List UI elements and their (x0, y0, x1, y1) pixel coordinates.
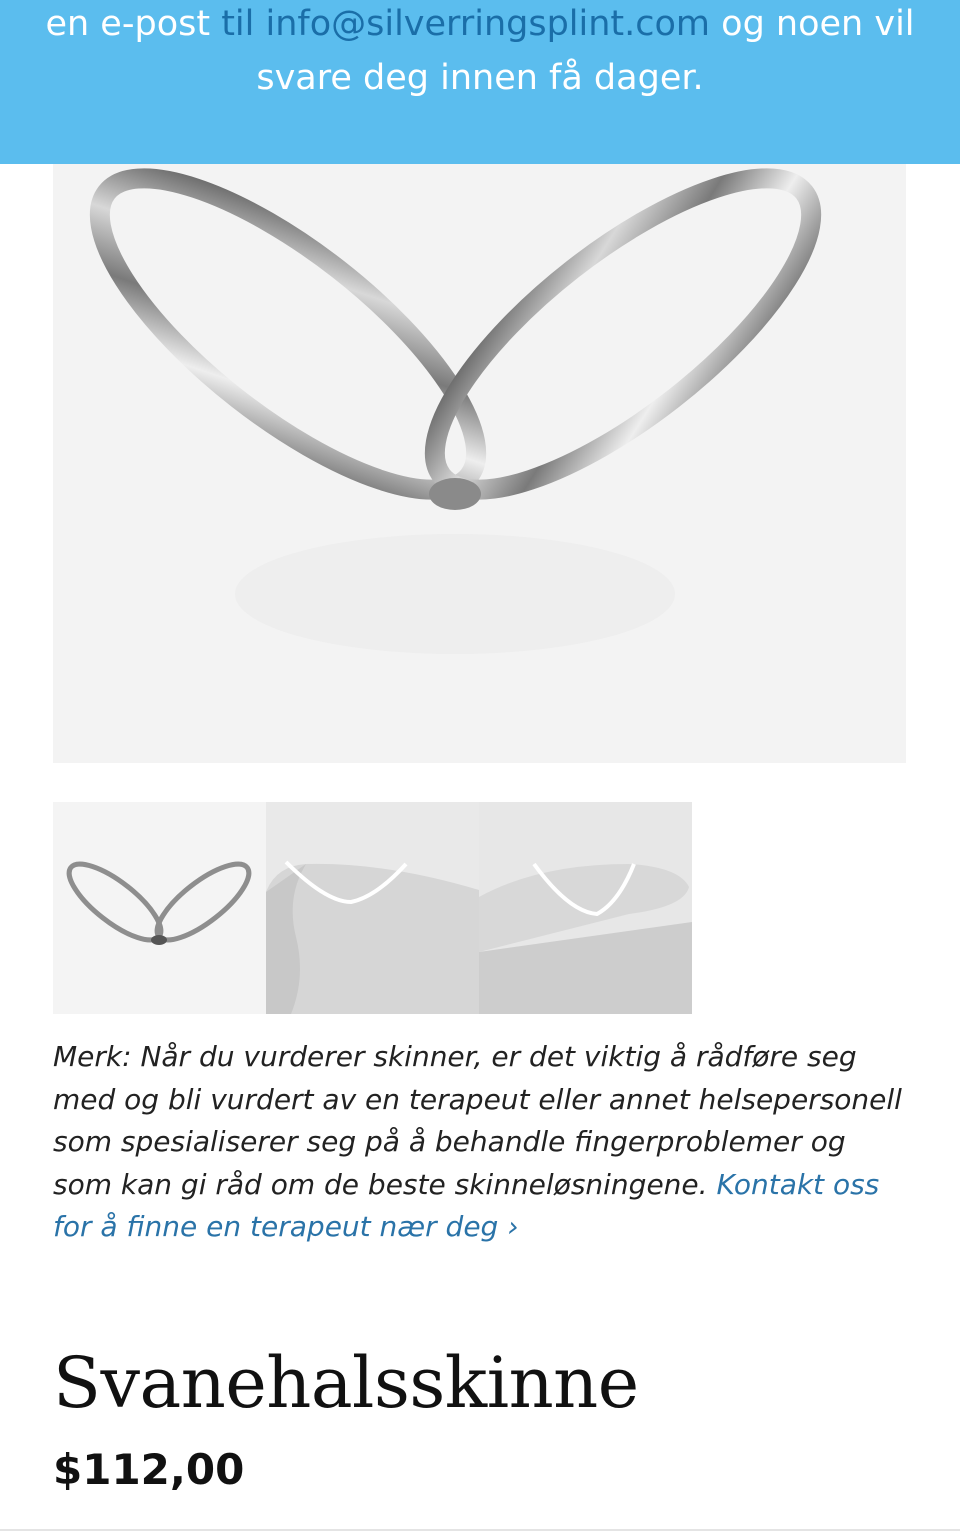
therapist-note (53, 1036, 913, 1249)
thumbnail-strip (53, 802, 692, 1014)
banner-text-pre: en e-post (45, 4, 222, 44)
thumbnail-finger-side-image (266, 802, 479, 1014)
contact-therapist-link[interactable]: Kontakt oss for å finne en terapeut nær deg › (53, 1167, 880, 1243)
contact-banner (0, 0, 960, 164)
thumbnail-ring-image (53, 802, 266, 1014)
email-link[interactable]: til info@silverringsplint.com (221, 4, 711, 44)
ring-splint-image (53, 164, 906, 763)
divider (0, 1529, 960, 1531)
product-main-image[interactable] (53, 164, 906, 763)
product-price: $112,00 (53, 1445, 245, 1494)
banner-line-2: svare deg innen få dager. (256, 58, 704, 98)
note-text: Merk: Når du vurderer skinner, er det viktig å rådføre seg med og bli vurdert av en terapeut eller annet helsepersonell som spesialiserer seg på å behandle fingerproblemer og som kan gi råd om de beste skinneløsningene. (53, 1040, 902, 1201)
thumbnail-1[interactable] (53, 802, 266, 1014)
thumbnail-2[interactable] (266, 802, 479, 1014)
thumbnail-finger-front-image (479, 802, 692, 1014)
product-title: Svanehalsskinne (53, 1342, 639, 1424)
banner-text-post: og noen vil (710, 4, 915, 44)
banner-line-1 (0, 2, 960, 46)
thumbnail-3[interactable] (479, 802, 692, 1014)
